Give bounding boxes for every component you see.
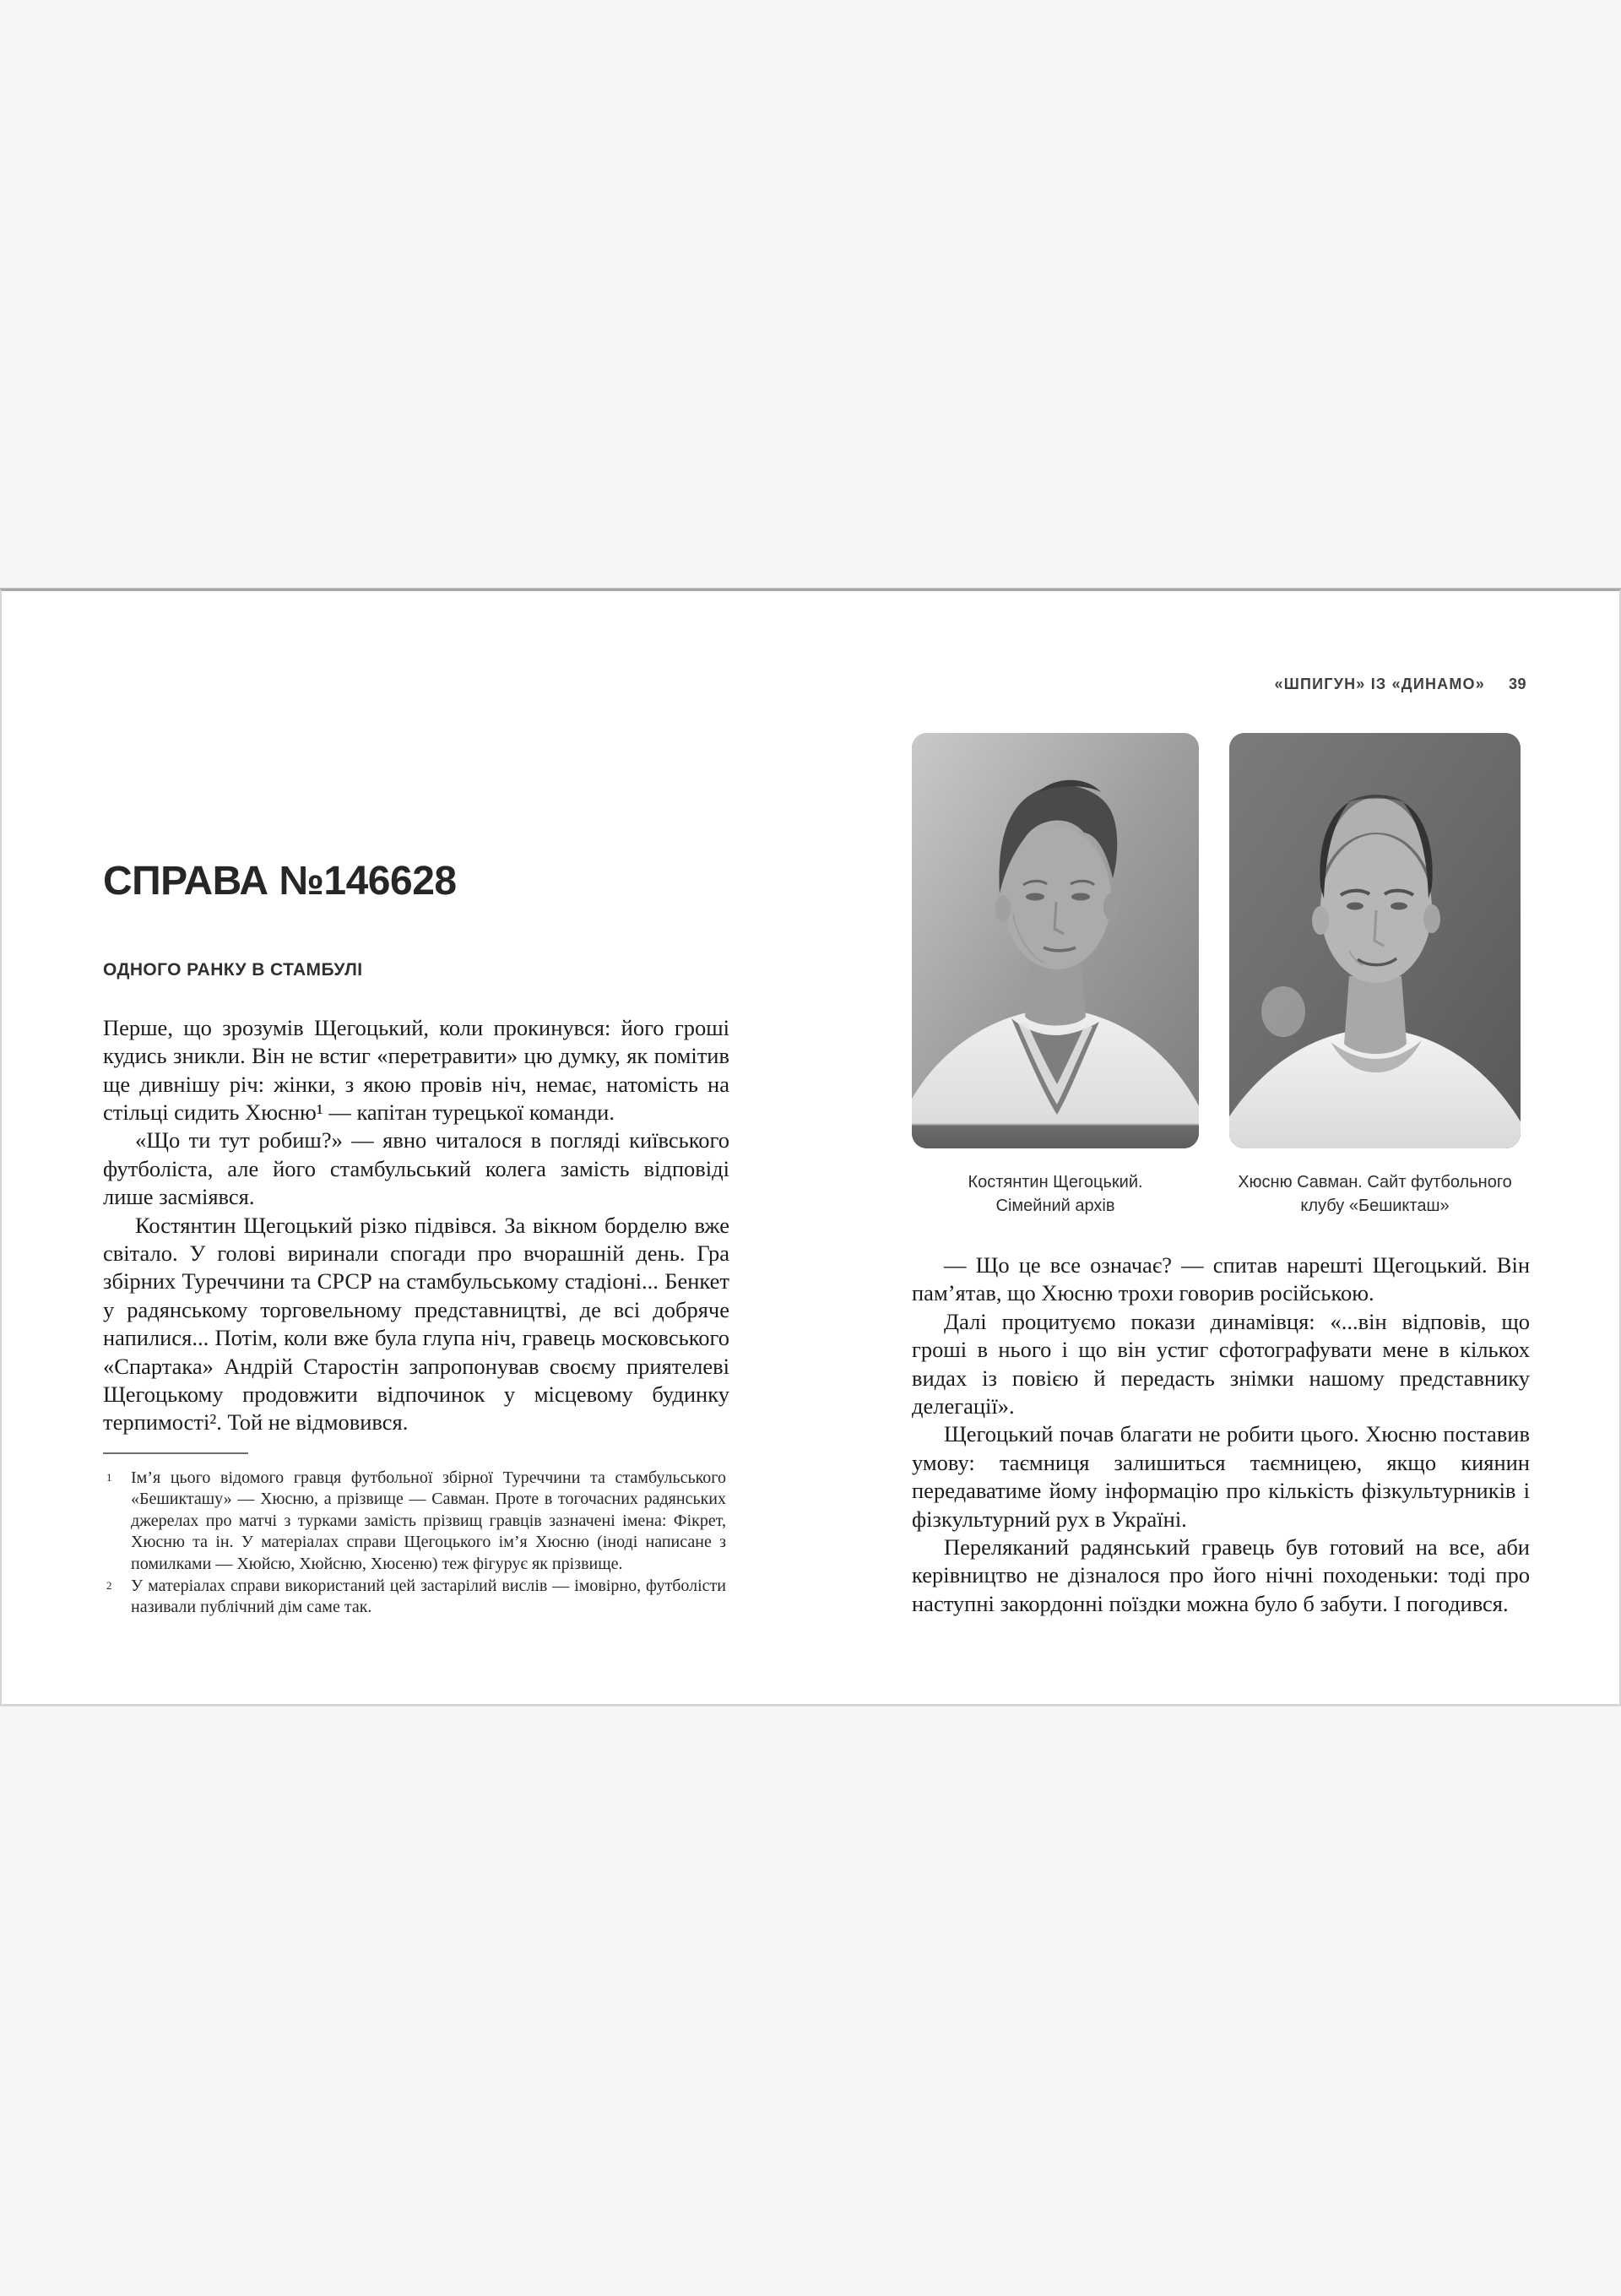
page-number: 39 [1508, 676, 1526, 692]
portrait-shchehotskyi-illustration [912, 733, 1199, 1148]
paragraph: Перше, що зрозумів Щегоцький, коли прокинувся: його гроші кудись зникли. Він не встиг «перетравити» цю думку, як помітив ще дивнішу річ: жінки, з якою провів ніч, немає, натомість на стільці сидить Хюсню¹ — капітан турецької команди. [103, 1014, 729, 1126]
photo-savman [1229, 733, 1521, 1148]
running-head-title: «ШПИГУН» ІЗ «ДИНАМО» [1274, 676, 1485, 692]
caption-row [912, 1170, 1530, 1218]
caption-line: Хюсню Савман. Сайт футбольного [1238, 1173, 1512, 1191]
paragraph: Щегоцький почав благати не робити цього. Хюсню поставив умову: таємниця залишиться таємницею, якщо киянин передаватиме йому інформацію про кількість фізкультурників і фізкультурний рух в Україні. [912, 1421, 1530, 1532]
photo-row [912, 733, 1530, 1148]
chapter-title: СПРАВА №146628 [103, 859, 457, 904]
caption-line: Сімейний архів [995, 1197, 1115, 1215]
paragraph: Костянтин Щегоцький різко підвівся. За вікном борделю вже світало. У голові виринали спогади про вчорашній день. Гра збірних Туреччини та СРСР на стамбульському стадіоні... Бенкет у радянському торговельному представництві, де всі добряче напилися... Потім, коли вже була глупа ніч, гравець московського «Спартака» Андрій Старостін запропонував своєму приятелеві Щегоцькому продовжити відпочинок у місцевому будинку терпимості². Той не відмовився. [103, 1212, 729, 1436]
book-page [0, 589, 1621, 1706]
portrait-savman-illustration [1229, 733, 1521, 1148]
paragraph: — Що це все означає? — спитав нарешті Щегоцький. Він пам’ятав, що Хюсню трохи говорив російською. [912, 1252, 1530, 1306]
running-head [1275, 676, 1526, 693]
paragraph: Далі процитуємо покази динамівця: «...він відповів, що гроші в нього і що він устиг сфотографувати мене в кількох видах із повією й передасть знімки нашому представнику делегації». [912, 1308, 1530, 1419]
right-body-text [912, 1251, 1530, 1618]
photo-shchehotskyi [912, 733, 1199, 1148]
caption-line: клубу «Бешикташ» [1300, 1197, 1450, 1215]
footnote-2 [103, 1576, 726, 1619]
footnote-text: У матеріалах справи використаний цей застарілий вислів — імовірно, футболісти називали публічний дім саме так. [131, 1576, 726, 1617]
caption-line: Костянтин Щегоцький. [968, 1173, 1143, 1191]
photo-caption-shchehotskyi [912, 1170, 1199, 1218]
paragraph: «Що ти тут робиш?» — явно читалося в погляді київського футболіста, але його стамбульський колега замість відповіді лише засміявся. [103, 1127, 729, 1210]
paragraph: Переляканий радянський гравець був готовий на все, аби керівництво не дізналося про його нічні походеньки: тоді про наступні закордонні поїздки можна було б забути. І погодився. [912, 1534, 1530, 1616]
right-column [912, 733, 1530, 1618]
footnotes [103, 1468, 726, 1619]
photo-caption-savman [1229, 1170, 1521, 1218]
section-subtitle: ОДНОГО РАНКУ В СТАМБУЛІ [103, 959, 363, 980]
footnote-text: Ім’я цього відомого гравця футбольної збірної Туреччини та стамбульського «Бешикташу» — Хюсню, а прізвище — Савман. Проте в тогочасних радянських джерелах про матчі з турками замість прізвищ гравців зазначені імена: Фікрет, Хюсню та ін. У матеріалах справи Щегоцького ім’я Хюсню (іноді написане з помилками — Хюйсю, Хюйсню, Хюсеню) теж фігурує як прізвище. [131, 1468, 726, 1573]
footnote-1 [103, 1468, 726, 1575]
footnote-marker: 1 [106, 1470, 112, 1484]
left-column [103, 860, 729, 1619]
footnote-marker: 2 [106, 1578, 112, 1592]
footnote-divider [103, 1452, 248, 1454]
left-body-text [103, 1014, 729, 1437]
